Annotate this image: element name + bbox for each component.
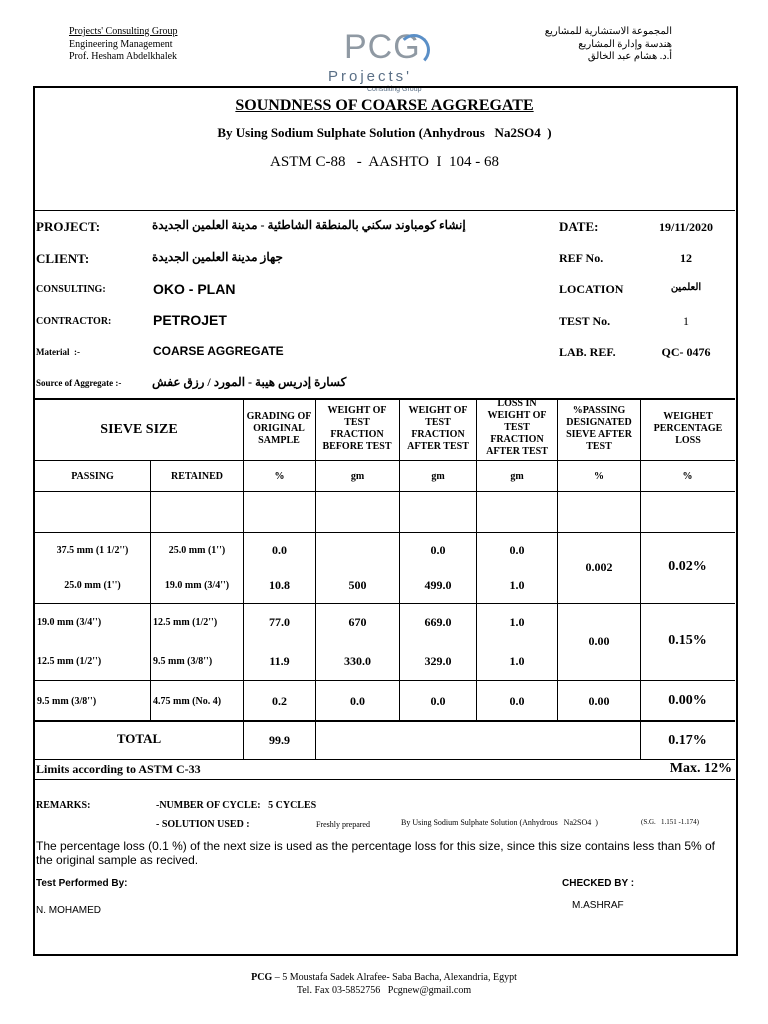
divider [34, 720, 735, 722]
contractor-value: PETROJET [153, 312, 227, 328]
before-unit: gm [350, 470, 365, 482]
solution-desc: By Using Sodium Sulphate Solution (Anhydrous Na2SO4 ) [401, 818, 598, 827]
group-passing-pct: 0.002 [585, 559, 613, 574]
row-retained: 19.0 mm (3/4'') [164, 579, 230, 591]
ar-manager-name: أ.د. هشام عبد الخالق [587, 51, 672, 62]
group-passing-pct: 0.00 [588, 693, 610, 708]
material-label: Material :- [36, 347, 80, 357]
row-retained: 9.5 mm (3/8'') [153, 655, 213, 667]
divider [34, 210, 735, 211]
row-retained: 25.0 mm (1'') [168, 544, 226, 556]
footer-address [0, 972, 768, 983]
remarks-note: The percentage loss (0.1 %) of the next size is used as the percentage loss for this size, since this size contains less than 5% of the original sample as recived. [36, 839, 716, 867]
department-name: Engineering Management [69, 39, 173, 50]
form-subtitle: By Using Sodium Sulphate Solution (Anhydrous Na2SO4 ) [217, 125, 552, 140]
weight-after-header: WEIGHT OF TEST FRACTION AFTER TEST [407, 405, 469, 452]
row-weight-after: 669.0 [424, 614, 452, 629]
loss-header: LOSS IN WEIGHT OF TEST FRACTION AFTER TEST [486, 398, 548, 457]
solution-label: - SOLUTION USED : [156, 819, 250, 830]
source-value: كسارة إدريس هيبة - المورد / رزق عفش [152, 375, 347, 389]
logo-subtitle: Consulting Group [367, 86, 422, 93]
row-retained: 4.75 mm (No. 4) [153, 695, 222, 707]
divider [34, 680, 735, 681]
after-unit: gm [431, 470, 445, 482]
row-weight-before: 500 [348, 577, 367, 592]
consulting-label: CONSULTING: [36, 284, 106, 295]
row-grading: 0.0 [272, 542, 287, 557]
remarks-cycles: -NUMBER OF CYCLE: 5 CYCLES [156, 800, 317, 811]
limits-label: Limits according to ASTM C-33 [36, 762, 201, 776]
logo-letters: PCG [344, 28, 421, 66]
divider [34, 603, 735, 604]
form-border [33, 86, 738, 956]
row-loss: 1.0 [509, 614, 525, 629]
ar-department-name: هندسة وإدارة المشاريع [578, 39, 672, 50]
location-label: LOCATION [559, 282, 624, 296]
footer-address-text: – 5 Moustafa Sadek Alrafee- Saba Bacha, Alexandria, Egypt [272, 972, 517, 983]
location-value: العلمين [670, 282, 702, 293]
limits-value: Max. 12% [669, 761, 732, 776]
contractor-label: CONTRACTOR: [36, 316, 112, 327]
sieve-size-header: SIEVE SIZE [100, 421, 178, 437]
solution-sg: (S.G. 1.151 -1.174) [641, 818, 699, 826]
group-weighted-loss: 0.15% [668, 633, 707, 648]
group-passing-pct: 0.00 [588, 633, 610, 648]
row-weight-after: 499.0 [424, 577, 452, 592]
row-grading: 0.2 [272, 693, 287, 708]
footer-contact: Tel. Fax 03-5852756 Pcgnew@gmail.com [296, 985, 472, 996]
row-weight-after: 329.0 [424, 653, 452, 668]
project-label: PROJECT: [36, 219, 101, 234]
retained-header: RETAINED [170, 470, 224, 482]
checked-label: CHECKED BY : [562, 878, 635, 889]
row-grading: 11.9 [269, 653, 290, 668]
total-label: TOTAL [116, 731, 162, 746]
lab-value: QC- 0476 [661, 345, 711, 359]
remarks-label: REMARKS: [36, 800, 91, 811]
row-passing: 37.5 mm (1 1/2'') [56, 544, 129, 556]
weight-before-header: WEIGHT OF TEST FRACTION BEFORE TEST [322, 405, 392, 452]
row-passing: 19.0 mm (3/4'') [37, 616, 102, 628]
ref-value: 12 [680, 251, 692, 265]
ref-label: REF No. [559, 251, 604, 265]
standard-reference: ASTM C-88 - AASHTO I 104 - 68 [270, 154, 499, 170]
ar-company-name: المجموعة الاستشارية للمشاريع [544, 26, 672, 37]
row-retained: 12.5 mm (1/2'') [153, 616, 218, 628]
row-weight-before: 0.0 [350, 693, 365, 708]
row-weight-before: 670 [348, 614, 367, 629]
divider [34, 759, 735, 760]
group-weighted-loss: 0.02% [668, 559, 707, 574]
loss-unit: gm [510, 470, 524, 482]
row-grading: 10.8 [269, 577, 290, 592]
source-label: Source of Aggregate :- [36, 378, 122, 388]
total-grading: 99.9 [269, 732, 290, 747]
test-value: 1 [683, 314, 689, 328]
company-name: Projects' Consulting Group [69, 26, 178, 37]
form-title: SOUNDNESS OF COARSE AGGREGATE [235, 97, 534, 114]
performed-value: N. MOHAMED [36, 905, 101, 916]
client-label: CLIENT: [36, 251, 90, 266]
row-passing: 9.5 mm (3/8'') [37, 695, 97, 707]
divider [34, 779, 735, 780]
row-loss: 0.0 [509, 542, 525, 557]
row-loss: 0.0 [509, 693, 525, 708]
divider [34, 491, 735, 492]
date-value: 19/11/2020 [658, 220, 713, 234]
consulting-value: OKO - PLAN [153, 281, 236, 297]
footer-brand: PCG [251, 972, 273, 983]
passing-header: PASSING [71, 470, 114, 482]
row-weight-before: 330.0 [344, 653, 371, 668]
row-weight-after: 0.0 [430, 693, 446, 708]
grading-unit: % [274, 470, 285, 482]
divider [34, 532, 735, 533]
date-label: DATE: [559, 219, 599, 234]
weighted-loss-header: WEIGHET PERCENTAGE LOSS [653, 411, 723, 446]
logo-swoosh [398, 34, 430, 66]
lab-label: LAB. REF. [559, 345, 616, 359]
passing-unit: % [594, 470, 604, 482]
row-weight-after: 0.0 [430, 542, 446, 557]
grading-header: GRADING OF ORIGINAL SAMPLE [246, 411, 312, 446]
row-passing: 25.0 mm (1'') [64, 579, 121, 591]
passing-after-header: %PASSING DESIGNATED SIEVE AFTER TEST [566, 405, 632, 452]
row-passing: 12.5 mm (1/2'') [37, 655, 102, 667]
project-value: إنشاء كومباوند سكني بالمنطقة الشاطئية - مدينة العلمين الجديدة [152, 218, 466, 232]
total-weighted-loss: 0.17% [668, 733, 707, 748]
solution-prep: Freshly prepared [316, 820, 370, 829]
test-label: TEST No. [559, 314, 611, 328]
checked-value: M.ASHRAF [572, 900, 624, 911]
row-grading: 77.0 [269, 614, 290, 629]
weighted-unit: % [682, 470, 693, 482]
group-weighted-loss: 0.00% [668, 693, 707, 708]
performed-label: Test Performed By: [36, 878, 128, 889]
row-loss: 1.0 [509, 653, 525, 668]
material-value: COARSE AGGREGATE [153, 344, 284, 358]
row-loss: 1.0 [509, 577, 525, 592]
manager-name: Prof. Hesham Abdelkhalek [69, 51, 178, 62]
client-value: جهاز مدينة العلمين الجديدة [152, 250, 283, 264]
logo-word: Projects' [328, 68, 413, 85]
